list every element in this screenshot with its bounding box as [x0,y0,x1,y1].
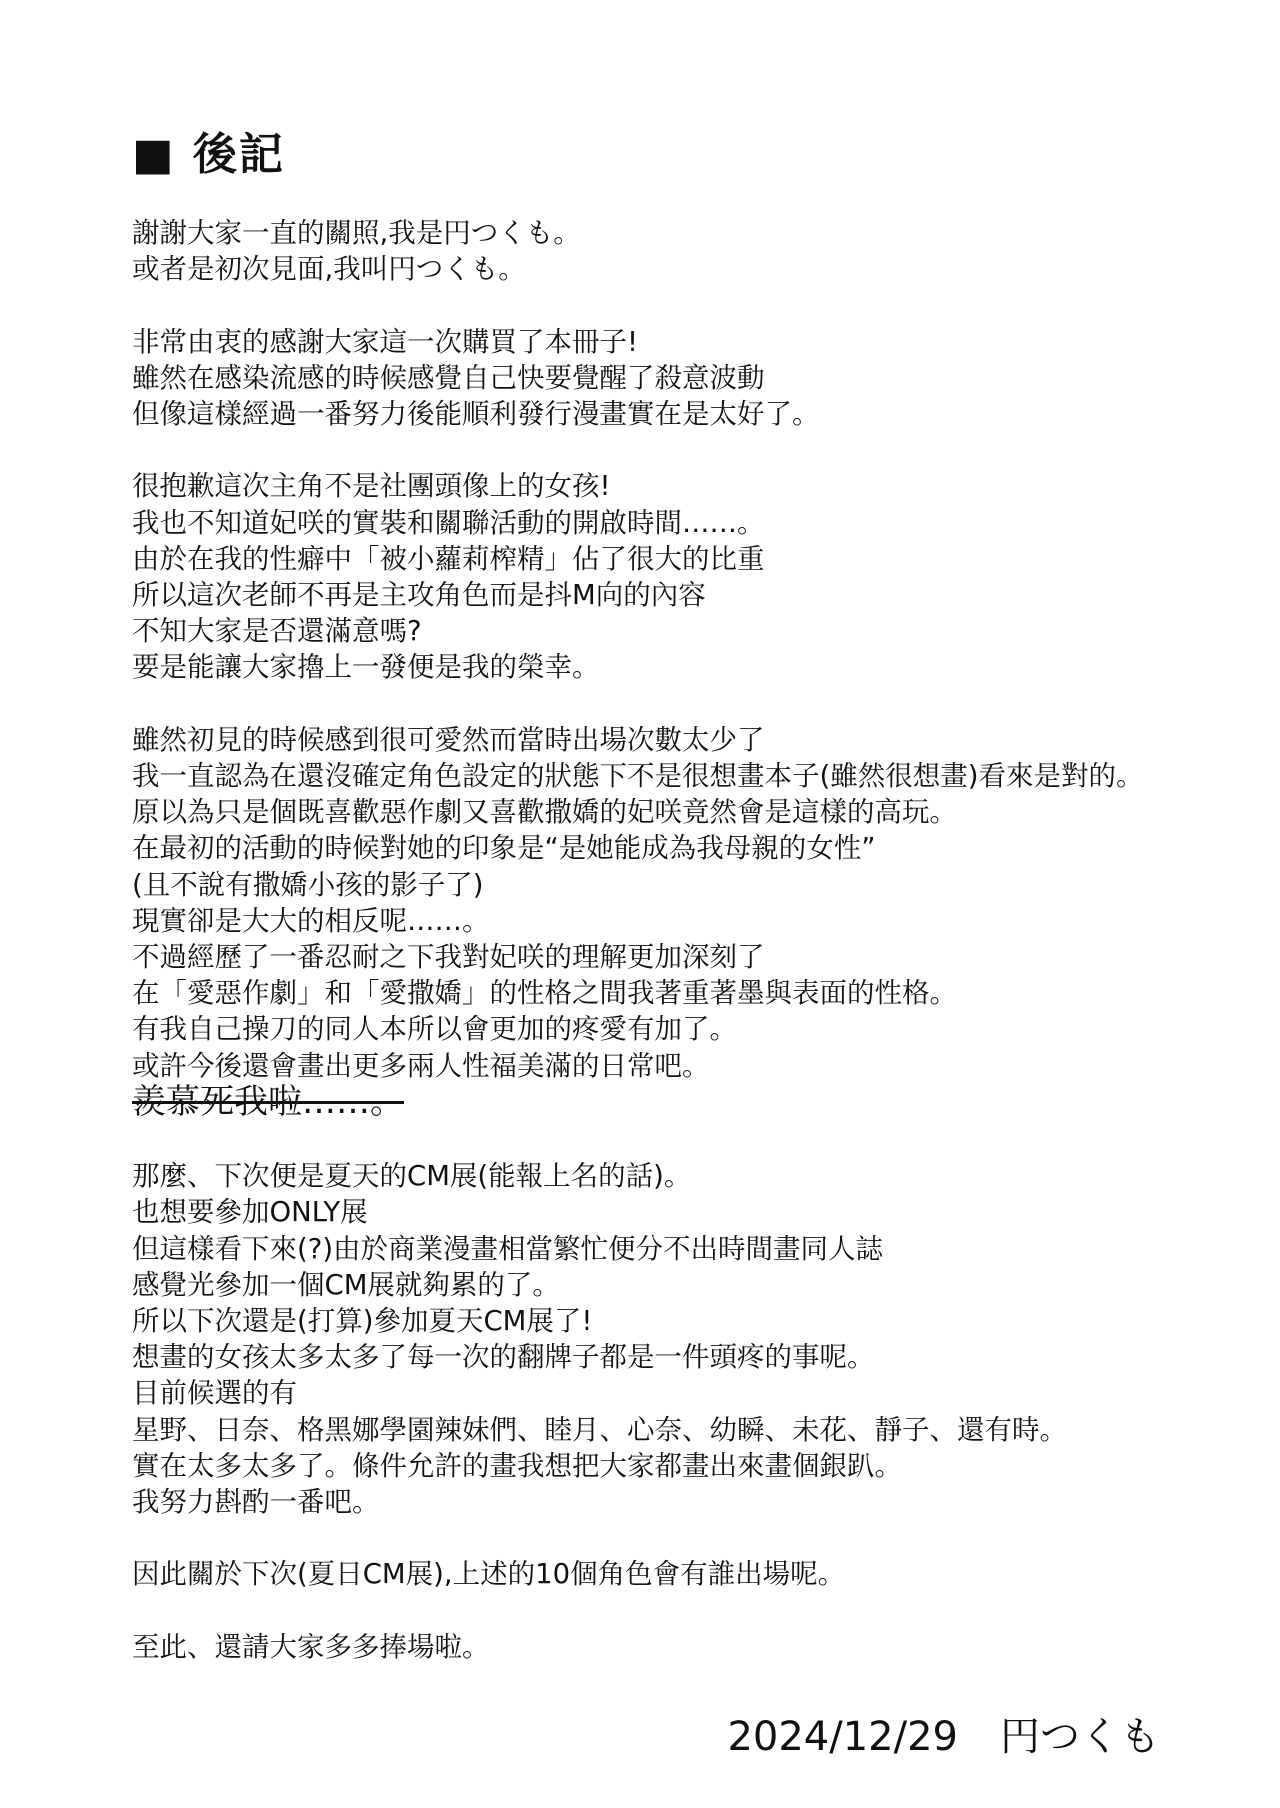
paragraph-closing [132,1629,1252,1665]
paragraph-next-event [132,1158,1252,1520]
text-line: 有我自己操刀的同人本所以會更加的疼愛有加了。 [132,1013,737,1046]
paragraph-apology [132,468,1252,685]
text-line: 原以為只是個既喜歡惡作劇又喜歡撒嬌的妃咲竟然會是這樣的高玩。 [132,796,957,829]
text-line: 謝謝大家一直的關照,我是円つくも。 [132,217,581,249]
text-line: 但像這樣經過一番努力後能順利發行漫畫實在是太好了。 [132,398,820,430]
strikethrough-text: 羨慕死我啦……。 [132,1081,404,1122]
text-line: 或許今後還會畫出更多兩人性福美滿的日常吧。 [132,1049,710,1082]
page-title: ■ 後記 [132,129,285,180]
text-line: 所以下次還是(打算)參加夏天CM展了! [132,1305,593,1338]
text-line: 所以這次老師不再是主攻角色而是抖M向的內容 [132,579,706,611]
text-line: 至此、還請大家多多捧場啦。 [132,1630,490,1663]
text-line: 不過經歷了一番忍耐之下我對妃咲的理解更加深刻了 [132,941,765,974]
text-line: 星野、日奈、格黑娜學園辣妹們、睦月、心奈、幼瞬、未花、靜子、還有時。 [132,1413,1067,1446]
afterword-body [132,215,1252,1701]
paragraph-greeting [132,215,1252,287]
signature-author: 円つくも [1000,1714,1160,1760]
signature-date: 2024/12/29 [727,1714,958,1760]
paragraph-thanks [132,324,1252,433]
text-line: 想畫的女孩太多太多了每一次的翻牌子都是一件頭疼的事呢。 [132,1341,875,1374]
paragraph-character [132,722,1252,1122]
text-line: 要是能讓大家擼上一發便是我的榮幸。 [132,651,600,684]
text-line: 實在太多太多了。條件允許的畫我想把大家都畫出來畫個銀趴。 [132,1449,902,1482]
text-line: 由於在我的性癖中「被小蘿莉榨精」佔了很大的比重 [132,542,765,575]
text-line: 或者是初次見面,我叫円つくも。 [132,253,526,286]
text-line: 在「愛惡作劇」和「愛撒嬌」的性格之間我著重著墨與表面的性格。 [132,977,957,1010]
text-line: 因此關於下次(夏日CM展),上述的10個角色會有誰出場呢。 [132,1558,846,1591]
text-line: 雖然在感染流感的時候感覺自己快要覺醒了殺意波動 [132,361,765,394]
text-line: 感覺光參加一個CM展就夠累的了。 [132,1268,560,1301]
text-line: 我一直認為在還沒確定角色設定的狀態下不是很想畫本子(雖然很想畫)看來是對的。 [132,760,1144,792]
text-line: 我努力斟酌一番吧。 [132,1486,380,1519]
text-line: 現實卻是大大的相反呢……。 [132,904,490,937]
text-line: 也想要參加ONLY展 [132,1196,368,1229]
signature [727,1712,1160,1762]
text-line: 很抱歉這次主角不是社團頭像上的女孩! [132,470,611,503]
text-line: 不知大家是否還滿意嗎? [132,615,422,648]
text-line: 目前候選的有 [132,1377,297,1410]
text-line: (且不說有撒嬌小孩的影子了) [132,868,484,901]
text-line: 非常由衷的感謝大家這一次購買了本冊子! [132,325,639,358]
paragraph-question [132,1556,1252,1592]
text-line: 但這樣看下來(?)由於商業漫畫相當繁忙便分不出時間畫同人誌 [132,1232,884,1265]
text-line: 在最初的活動的時候對她的印象是“是她能成為我母親的女性” [132,832,876,865]
text-line: 我也不知道妃咲的實裝和關聯活動的開啟時間……。 [132,506,765,539]
text-line: 那麼、下次便是夏天的CM展(能報上名的話)。 [132,1160,692,1193]
text-line: 雖然初見的時候感到很可愛然而當時出場次數太少了 [132,723,765,756]
